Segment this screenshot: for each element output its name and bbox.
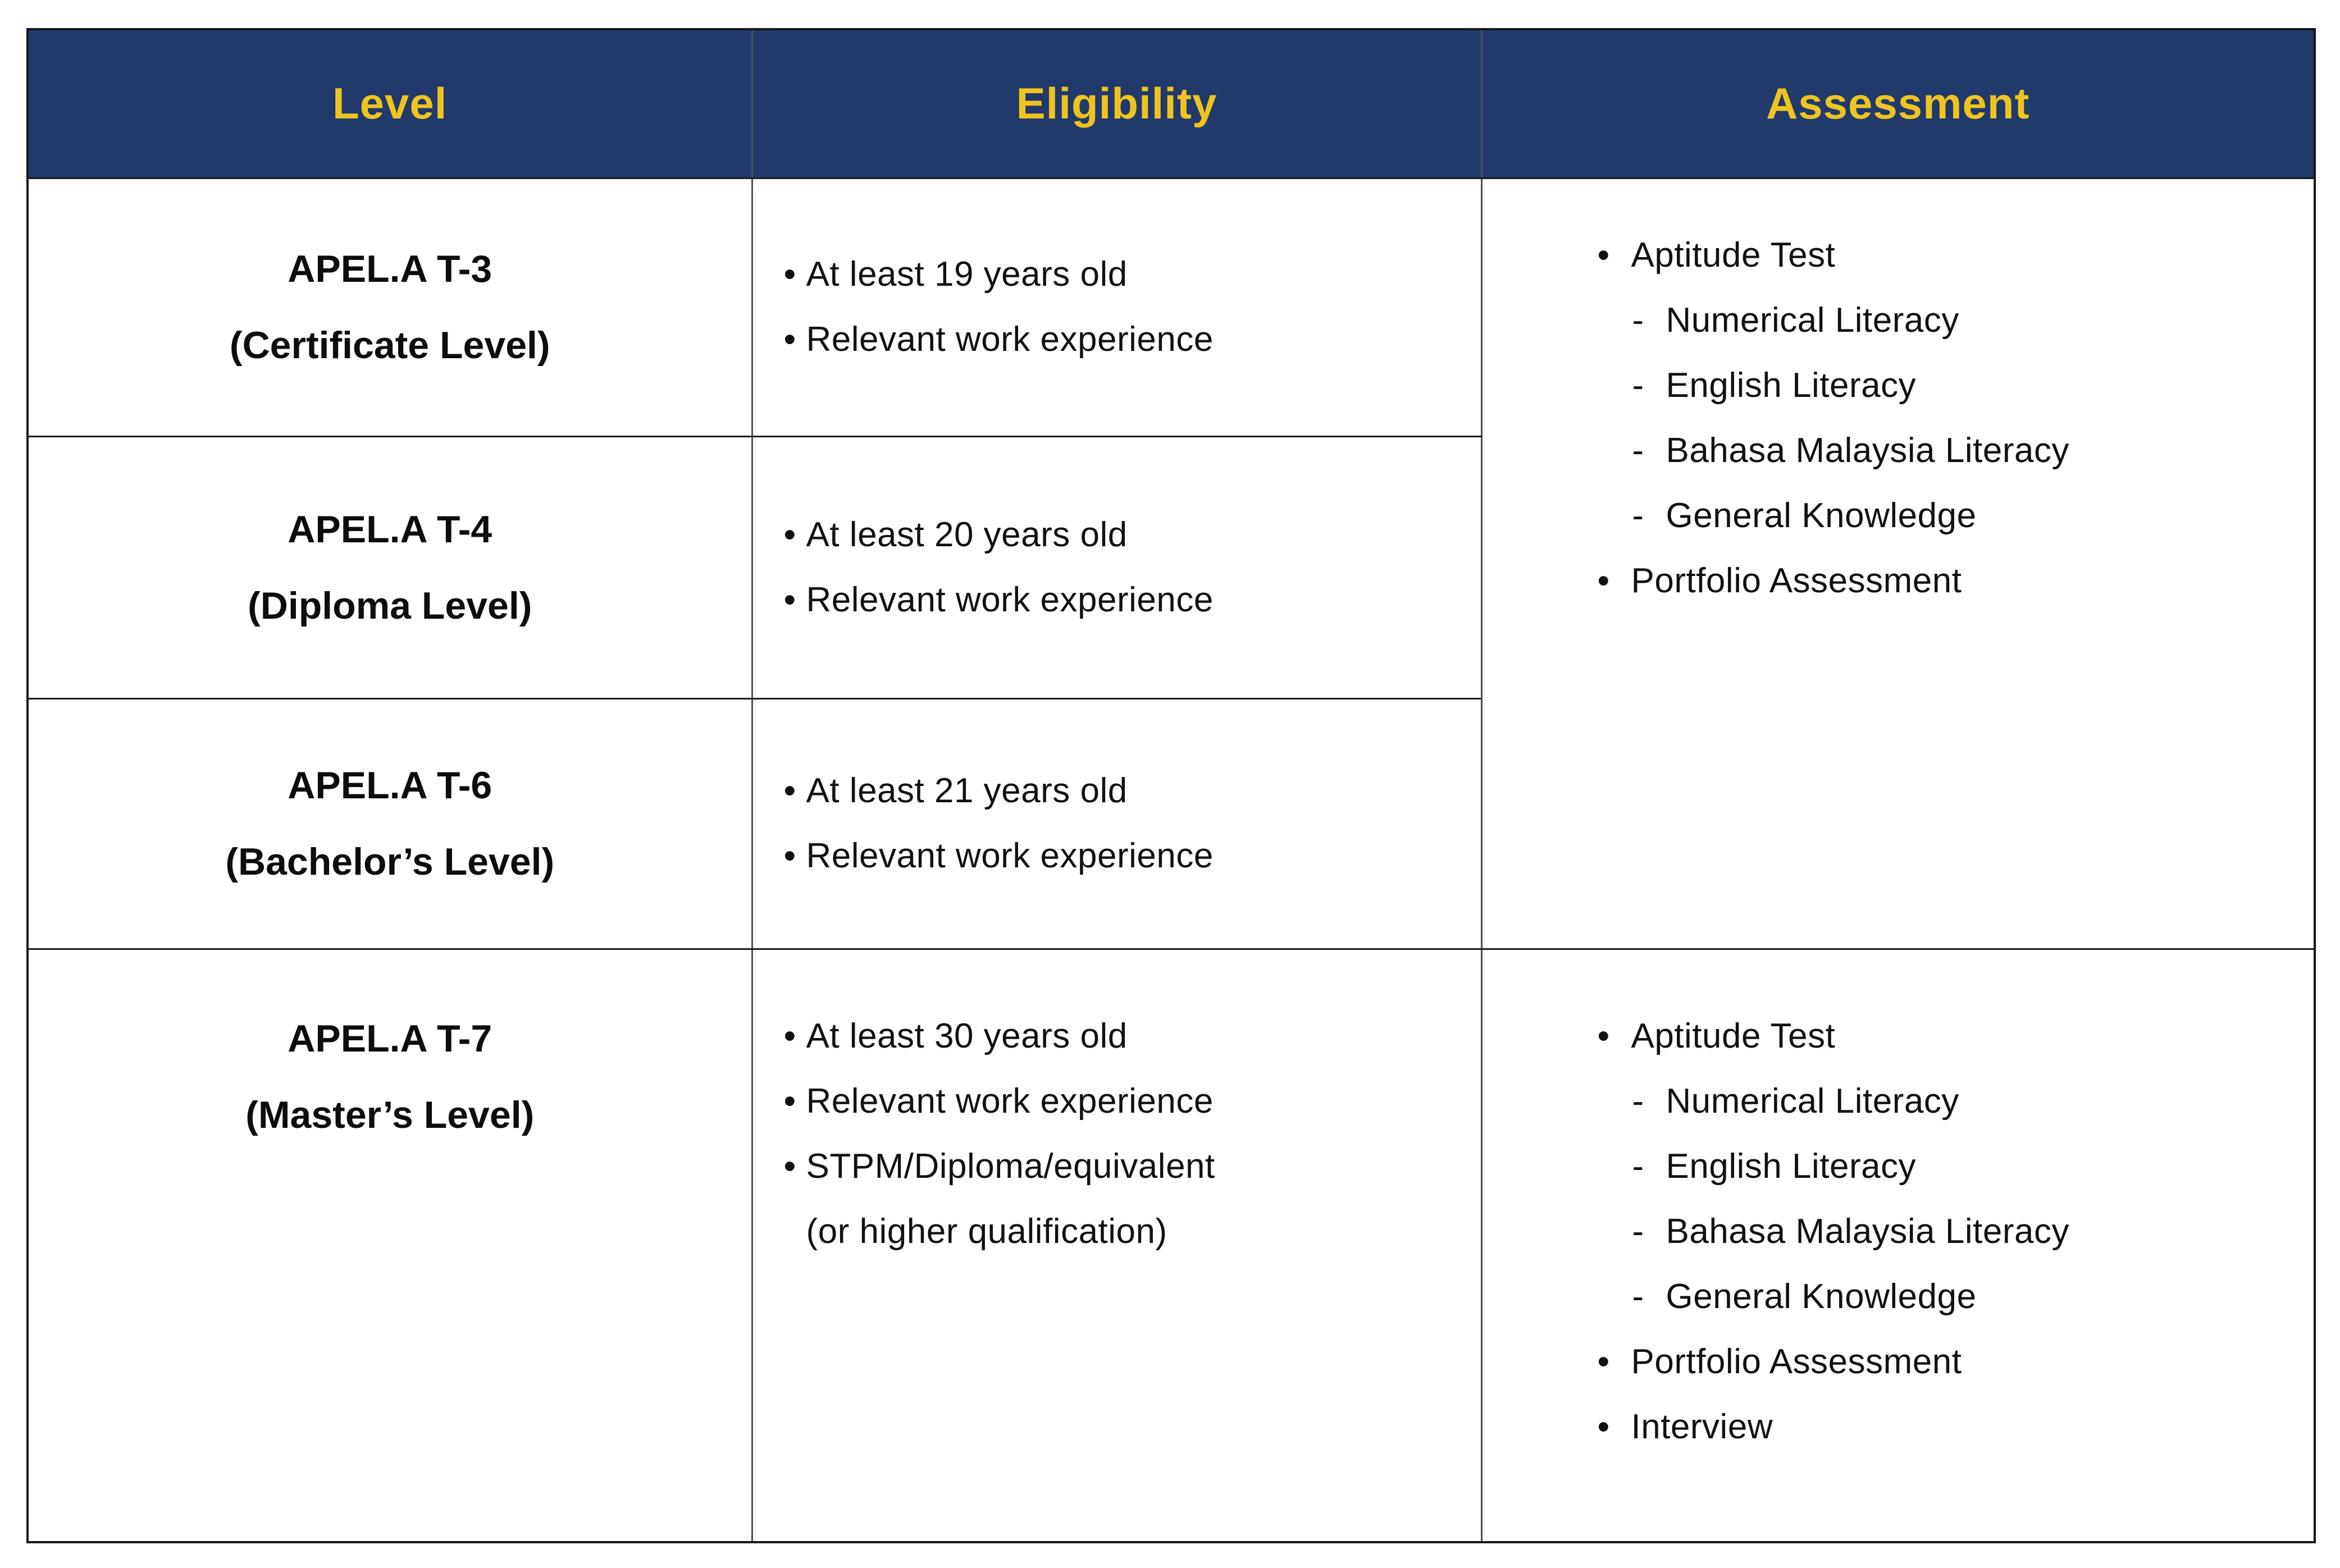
list-item-text: English Literacy bbox=[1666, 1146, 1917, 1186]
level-cell-t6 bbox=[28, 698, 752, 949]
eligibility-cell-t4 bbox=[752, 436, 1481, 698]
list-item-text: At least 20 years old bbox=[806, 515, 1128, 554]
eligibility-cell-t3 bbox=[752, 178, 1481, 436]
list-item-text: Numerical Literacy bbox=[1666, 1081, 1959, 1121]
level-name: APEL.A T-7 bbox=[288, 1017, 492, 1060]
table-row-t3 bbox=[28, 178, 2315, 436]
list-item bbox=[784, 1081, 1470, 1122]
bullet-marker: • bbox=[783, 771, 796, 810]
list-item-text: At least 30 years old bbox=[806, 1016, 1128, 1055]
level-sublabel: (Certificate Level) bbox=[229, 324, 550, 367]
level-sublabel: (Master’s Level) bbox=[245, 1093, 535, 1136]
list-item bbox=[784, 771, 1470, 811]
list-item-text: Aptitude Test bbox=[1631, 235, 1836, 275]
bullet-marker: • bbox=[1597, 235, 1610, 275]
bullet-marker: • bbox=[1597, 561, 1610, 600]
list-item bbox=[1598, 1407, 2303, 1447]
table-header-row bbox=[28, 29, 2315, 178]
list-item bbox=[784, 1146, 1470, 1187]
apel-levels-table bbox=[26, 28, 2316, 1543]
bullet-marker: • bbox=[783, 1081, 796, 1121]
list-item-text: General Knowledge bbox=[1666, 496, 1977, 535]
bullet-marker: • bbox=[783, 1016, 796, 1055]
list-item-text: Relevant work experience bbox=[806, 1081, 1214, 1121]
list-item bbox=[1632, 1212, 2303, 1252]
list-item bbox=[1632, 496, 2303, 536]
level-sublabel: (Diploma Level) bbox=[248, 584, 532, 627]
list-item-text: Bahasa Malaysia Literacy bbox=[1666, 1212, 2069, 1251]
assessment-cell-t3-t6 bbox=[1481, 178, 2315, 949]
dash-marker: - bbox=[1632, 300, 1644, 340]
list-item-text: Portfolio Assessment bbox=[1631, 561, 1962, 600]
assessment-cell-t7 bbox=[1481, 949, 2315, 1542]
list-item bbox=[784, 319, 1470, 360]
list-item bbox=[1632, 1146, 2303, 1187]
bullet-marker: • bbox=[783, 320, 796, 359]
list-item-text: Portfolio Assessment bbox=[1631, 1342, 1962, 1381]
level-cell-t3 bbox=[28, 178, 752, 436]
level-name: APEL.A T-6 bbox=[288, 764, 492, 807]
dash-marker: - bbox=[1632, 365, 1644, 405]
list-item bbox=[1598, 1016, 2303, 1057]
list-item bbox=[784, 580, 1470, 620]
bullet-marker: • bbox=[1597, 1342, 1610, 1381]
bullet-marker: • bbox=[1597, 1016, 1610, 1055]
dash-marker: - bbox=[1632, 1212, 1644, 1251]
dash-marker: - bbox=[1632, 1081, 1644, 1121]
level-cell-t7 bbox=[28, 949, 752, 1542]
dash-marker: - bbox=[1632, 431, 1644, 470]
dash-marker: - bbox=[1632, 496, 1644, 535]
list-item bbox=[784, 1016, 1470, 1057]
list-item-text: Interview bbox=[1631, 1407, 1773, 1446]
bullet-marker: • bbox=[783, 836, 796, 875]
column-header-level: Level bbox=[28, 29, 752, 178]
bullet-marker: • bbox=[783, 580, 796, 619]
list-item bbox=[1632, 300, 2303, 341]
list-item-text: Relevant work experience bbox=[806, 580, 1214, 619]
bullet-marker: • bbox=[783, 255, 796, 294]
list-item-text: Relevant work experience bbox=[806, 836, 1214, 875]
list-item-text: (or higher qualification) bbox=[806, 1212, 1167, 1251]
list-item bbox=[1632, 431, 2303, 471]
list-item-text: English Literacy bbox=[1666, 365, 1917, 405]
dash-marker: - bbox=[1632, 1277, 1644, 1316]
level-name: APEL.A T-4 bbox=[288, 508, 492, 551]
level-sublabel: (Bachelor’s Level) bbox=[225, 840, 555, 883]
table-row-t7 bbox=[28, 949, 2315, 1542]
list-item bbox=[784, 515, 1470, 555]
list-item-text: General Knowledge bbox=[1666, 1277, 1977, 1316]
list-item-text: At least 19 years old bbox=[806, 255, 1128, 294]
list-item bbox=[1632, 1277, 2303, 1317]
level-name: APEL.A T-3 bbox=[288, 248, 492, 290]
list-item-text: Bahasa Malaysia Literacy bbox=[1666, 431, 2069, 470]
list-item-text: STPM/Diploma/equivalent bbox=[806, 1146, 1215, 1186]
eligibility-cell-t6 bbox=[752, 698, 1481, 949]
list-item-text: Aptitude Test bbox=[1631, 1016, 1836, 1055]
column-header-assessment: Assessment bbox=[1481, 29, 2315, 178]
bullet-marker: • bbox=[1597, 1407, 1610, 1446]
list-item bbox=[1598, 235, 2303, 276]
list-item-text: Numerical Literacy bbox=[1666, 300, 1959, 340]
list-item bbox=[1632, 1081, 2303, 1122]
eligibility-cell-t7 bbox=[752, 949, 1481, 1542]
bullet-marker: • bbox=[783, 515, 796, 554]
list-item-text: Relevant work experience bbox=[806, 320, 1214, 359]
bullet-marker: • bbox=[783, 1146, 796, 1186]
list-item bbox=[784, 254, 1470, 295]
list-item bbox=[1632, 365, 2303, 406]
level-cell-t4 bbox=[28, 436, 752, 698]
list-item bbox=[1598, 1342, 2303, 1382]
list-item-text: At least 21 years old bbox=[806, 771, 1128, 810]
column-header-eligibility: Eligibility bbox=[752, 29, 1481, 178]
list-item-continuation bbox=[784, 1212, 1470, 1252]
list-item bbox=[1598, 561, 2303, 601]
dash-marker: - bbox=[1632, 1146, 1644, 1186]
list-item bbox=[784, 836, 1470, 876]
